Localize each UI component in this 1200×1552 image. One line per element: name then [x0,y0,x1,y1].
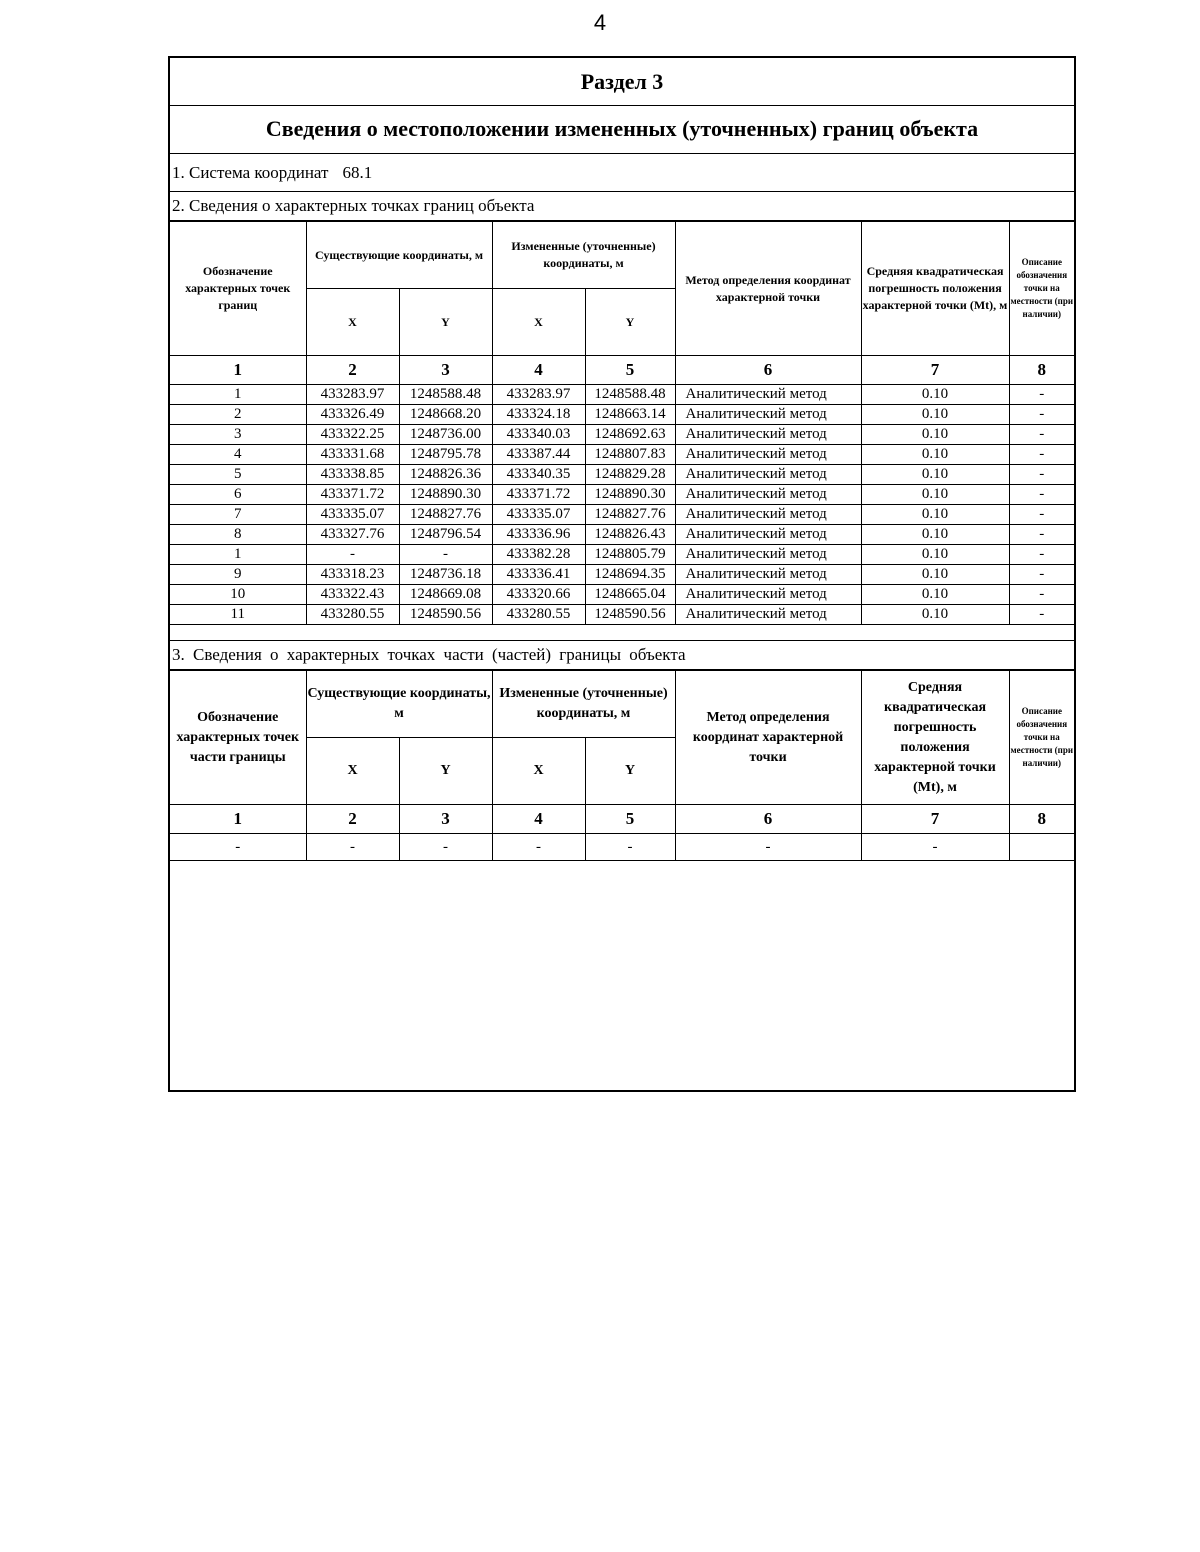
table-cell: 1248807.83 [585,445,675,465]
table-cell: 0.10 [861,405,1009,425]
column-number: 2 [306,356,399,385]
table-cell: 433340.35 [492,465,585,485]
header-error: Средняя квадратическая погрешность положения характерной точки (Mt), м [861,222,1009,356]
table-cell: Аналитический метод [675,525,861,545]
table-row [170,605,1074,625]
table-row [170,385,1074,405]
column-number: 8 [1009,356,1074,385]
section-title: Раздел 3 [170,58,1074,106]
table-cell: 433326.49 [306,405,399,425]
column-number: 1 [170,805,306,834]
table-cell: 1248736.18 [399,565,492,585]
table-cell: 7 [170,505,306,525]
table-cell: 1248826.43 [585,525,675,545]
table-cell: 1248826.36 [399,465,492,485]
table-cell: 1248588.48 [585,385,675,405]
header-point-designation: Обозначение характерных точек границ [170,222,306,356]
table-row [170,505,1074,525]
table-cell: 1248805.79 [585,545,675,565]
table-cell: 1248795.78 [399,445,492,465]
column-number: 7 [861,805,1009,834]
table-cell: 433340.03 [492,425,585,445]
table-cell: 1248588.48 [399,385,492,405]
table-cell: Аналитический метод [675,605,861,625]
table-cell: 9 [170,565,306,585]
column-number: 4 [492,356,585,385]
header-x: X [492,738,585,805]
table-cell: 433338.85 [306,465,399,485]
table-cell: 433335.07 [492,505,585,525]
table-cell: - [675,834,861,861]
table-cell: - [399,545,492,565]
table-cell: 433327.76 [306,525,399,545]
table-cell: 0.10 [861,385,1009,405]
column-number: 5 [585,805,675,834]
table-cell: 3 [170,425,306,445]
table-row [170,585,1074,605]
column-number: 7 [861,356,1009,385]
table-row [170,525,1074,545]
table-cell: - [306,834,399,861]
table-cell: Аналитический метод [675,425,861,445]
column-number: 6 [675,356,861,385]
points-table [170,221,1074,625]
table-cell: 1248694.35 [585,565,675,585]
page-number: 4 [593,10,607,35]
table-cell: 0.10 [861,465,1009,485]
table-row [170,445,1074,465]
table-cell: - [1009,425,1074,445]
table-row [170,425,1074,445]
header-y: Y [399,738,492,805]
table-cell: 0.10 [861,605,1009,625]
table-cell: - [1009,585,1074,605]
table-row [170,834,1074,861]
header-description: Описание обозначения точки на местности (при наличии) [1009,671,1074,805]
column-number: 8 [1009,805,1074,834]
table-cell: Аналитический метод [675,485,861,505]
table-cell: 6 [170,485,306,505]
table-cell: - [1009,485,1074,505]
table-cell: Аналитический метод [675,465,861,485]
table-cell: - [1009,405,1074,425]
table-cell: 433387.44 [492,445,585,465]
table-cell: Аналитический метод [675,505,861,525]
header-x: X [306,289,399,356]
header-y: Y [585,738,675,805]
table-cell: - [1009,445,1074,465]
table-cell: 1248590.56 [585,605,675,625]
table-cell: - [1009,605,1074,625]
table-cell: Аналитический метод [675,545,861,565]
table-cell: 1248736.00 [399,425,492,445]
table-cell: 433336.96 [492,525,585,545]
table-row [170,565,1074,585]
table-cell: 1248829.28 [585,465,675,485]
table-row [170,545,1074,565]
table-cell: 11 [170,605,306,625]
points-heading-text: 2. Сведения о характерных точках границ объекта [172,196,535,215]
table-cell: Аналитический метод [675,405,861,425]
header-existing-coords: Существующие координаты, м [306,671,492,738]
table-cell: - [1009,505,1074,525]
header-x: X [306,738,399,805]
table-cell: 433318.23 [306,565,399,585]
table-cell: 0.10 [861,505,1009,525]
header-error: Средняя квадратическая погрешность положения характерной точки (Mt), м [861,671,1009,805]
table-cell: 0.10 [861,565,1009,585]
table-cell: - [585,834,675,861]
section-frame [168,56,1076,1092]
column-number: 3 [399,805,492,834]
table-cell: - [399,834,492,861]
table-cell: 433335.07 [306,505,399,525]
header-method: Метод определения координат характерной точки [675,222,861,356]
table-cell: 433324.18 [492,405,585,425]
table-cell: - [170,834,306,861]
table-cell: 433320.66 [492,585,585,605]
table-cell: 1248665.04 [585,585,675,605]
table-cell: 1248890.30 [585,485,675,505]
table-cell: - [1009,525,1074,545]
table-cell: 1248827.76 [585,505,675,525]
header-x: X [492,289,585,356]
table-cell: 0.10 [861,485,1009,505]
table-cell: - [861,834,1009,861]
table-cell: 433283.97 [492,385,585,405]
table-cell: 10 [170,585,306,605]
table-cell: 0.10 [861,585,1009,605]
table-cell: Аналитический метод [675,385,861,405]
header-point-designation: Обозначение характерных точек части границы [170,671,306,805]
table-cell: 433371.72 [492,485,585,505]
parts-heading [170,640,1074,670]
parts-heading-text: 3. Сведения о характерных точках части (частей) границы объекта [172,645,686,664]
section-subtitle: Сведения о местоположении измененных (уточненных) границ объекта [170,106,1074,154]
column-number: 3 [399,356,492,385]
table-cell: 0.10 [861,425,1009,445]
table-cell: 433283.97 [306,385,399,405]
table-cell: 5 [170,465,306,485]
table-cell: - [492,834,585,861]
header-existing-coords: Существующие координаты, м [306,222,492,289]
parts-table [170,670,1074,861]
table-cell: 4 [170,445,306,465]
header-changed-coords: Измененные (уточненные) координаты, м [492,671,675,738]
table-cell: 433322.25 [306,425,399,445]
table-cell: 1248827.76 [399,505,492,525]
table-cell: 0.10 [861,445,1009,465]
table-cell: - [1009,565,1074,585]
table-cell: 1 [170,385,306,405]
table-row [170,405,1074,425]
table-cell: 1248890.30 [399,485,492,505]
table-cell: - [1009,465,1074,485]
table-cell: 433280.55 [306,605,399,625]
table-cell: 0.10 [861,545,1009,565]
coord-system-line [170,154,1074,192]
table-cell: 1 [170,545,306,565]
table-cell: 1248669.08 [399,585,492,605]
table-cell: 433322.43 [306,585,399,605]
table-row [170,465,1074,485]
table-cell: Аналитический метод [675,565,861,585]
header-changed-coords: Измененные (уточненные) координаты, м [492,222,675,289]
table-cell: 433336.41 [492,565,585,585]
table-row [170,485,1074,505]
column-number: 4 [492,805,585,834]
table-cell: 1248668.20 [399,405,492,425]
table-cell: - [1009,545,1074,565]
column-number: 2 [306,805,399,834]
points-heading [170,192,1074,221]
column-number: 1 [170,356,306,385]
table-cell: 1248692.63 [585,425,675,445]
table-cell: Аналитический метод [675,445,861,465]
header-y: Y [585,289,675,356]
column-number: 5 [585,356,675,385]
table-cell: 1248796.54 [399,525,492,545]
coord-system-label: 1. Система координат [172,162,329,182]
coord-system-value: 68.1 [342,162,373,182]
header-description: Описание обозначения точки на местности (при наличии) [1009,222,1074,356]
header-y: Y [399,289,492,356]
table-cell: 2 [170,405,306,425]
table-cell: - [1009,385,1074,405]
header-method: Метод определения координат характерной точки [675,671,861,805]
table-cell: 1248590.56 [399,605,492,625]
table-cell: 0.10 [861,525,1009,545]
table-cell: 433280.55 [492,605,585,625]
table-cell [1009,834,1074,861]
table-cell: Аналитический метод [675,585,861,605]
table-cell: 8 [170,525,306,545]
table-cell: 433331.68 [306,445,399,465]
table-cell: 433382.28 [492,545,585,565]
column-number: 6 [675,805,861,834]
table-cell: 1248663.14 [585,405,675,425]
table-cell: - [306,545,399,565]
table-cell: 433371.72 [306,485,399,505]
